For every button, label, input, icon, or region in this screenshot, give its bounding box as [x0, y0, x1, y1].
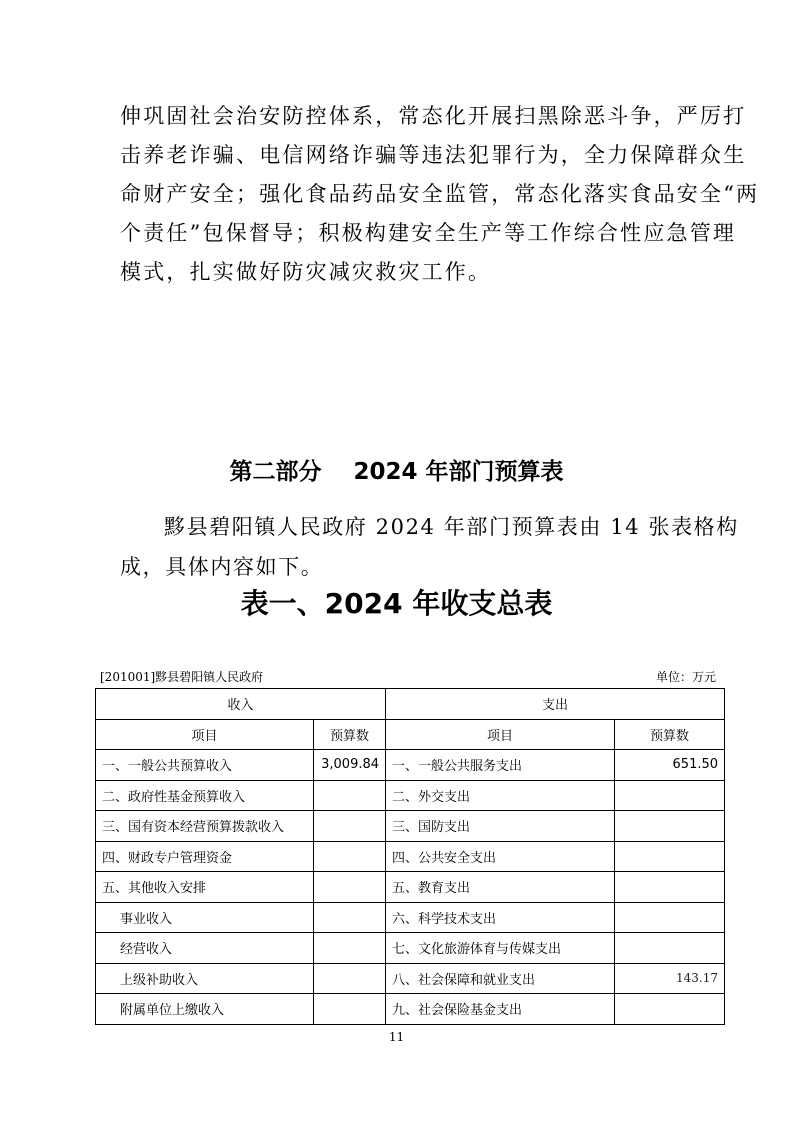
income-item: 上级补助收入	[96, 963, 314, 994]
income-item: 经营收入	[96, 933, 314, 964]
page-number: 11	[388, 1030, 405, 1044]
expense-value	[615, 841, 725, 872]
income-value	[314, 841, 386, 872]
table-row	[96, 780, 725, 811]
budget-summary-table	[95, 688, 725, 1025]
income-value	[314, 902, 386, 933]
expense-item: 四、公共安全支出	[386, 841, 615, 872]
intro-paragraph	[120, 507, 739, 587]
paragraph-line: 击养老诈骗、电信网络诈骗等违法犯罪行为，全力保障群众生	[120, 143, 747, 167]
expense-item-header: 项目	[386, 719, 615, 750]
table-row	[96, 994, 725, 1025]
expense-item: 七、文化旅游体育与传媒支出	[386, 933, 615, 964]
body-paragraph	[120, 97, 760, 292]
income-value	[314, 963, 386, 994]
expense-value	[615, 902, 725, 933]
income-item: 二、政府性基金预算收入	[96, 780, 314, 811]
income-value	[314, 933, 386, 964]
income-item: 四、财政专户管理资金	[96, 841, 314, 872]
unit-label: 单位：万元	[655, 670, 716, 684]
income-item: 三、国有资本经营预算拨款收入	[96, 811, 314, 842]
income-value	[314, 994, 386, 1025]
income-value	[314, 780, 386, 811]
paragraph-line: 伸巩固社会治安防控体系，常态化开展扫黑除恶斗争，严厉打	[120, 104, 747, 128]
intro-line: 黟县碧阳镇人民政府 2024 年部门预算表由 14 张表格构	[164, 515, 739, 539]
expense-item: 六、科学技术支出	[386, 902, 615, 933]
paragraph-line: 命财产安全；强化食品药品安全监管，常态化落实食品安全“两	[120, 182, 760, 206]
expense-value	[615, 780, 725, 811]
income-item: 附属单位上缴收入	[96, 994, 314, 1025]
intro-line: 成，具体内容如下。	[120, 555, 324, 579]
table-row	[96, 811, 725, 842]
table-row	[96, 841, 725, 872]
paragraph-line: 个责任”包保督导；积极构建安全生产等工作综合性应急管理	[120, 221, 737, 245]
table-row	[96, 872, 725, 903]
expense-value: 651.50	[615, 750, 725, 781]
unit-code: [201001]黟县碧阳镇人民政府	[100, 670, 264, 684]
expense-value	[615, 994, 725, 1025]
expense-item: 八、社会保障和就业支出	[386, 963, 615, 994]
paragraph-line: 模式，扎实做好防灾减灾救灾工作。	[120, 260, 492, 284]
income-item: 一、一般公共预算收入	[96, 750, 314, 781]
section-title: 第二部分 2024 年部门预算表	[229, 459, 564, 485]
expense-value	[615, 872, 725, 903]
table-row	[96, 963, 725, 994]
expense-item: 五、教育支出	[386, 872, 615, 903]
income-item: 五、其他收入安排	[96, 872, 314, 903]
table-title: 表一、2024 年收支总表	[240, 587, 553, 620]
income-value: 3,009.84	[314, 750, 386, 781]
table-row	[96, 750, 725, 781]
income-item: 事业收入	[96, 902, 314, 933]
income-value	[314, 811, 386, 842]
table-row	[96, 933, 725, 964]
expense-budget-header: 预算数	[615, 719, 725, 750]
income-item-header: 项目	[96, 719, 314, 750]
table-row	[96, 902, 725, 933]
income-value	[314, 872, 386, 903]
income-budget-header: 预算数	[314, 719, 386, 750]
table-column-header	[96, 719, 725, 750]
expense-value	[615, 933, 725, 964]
expense-item: 三、国防支出	[386, 811, 615, 842]
expense-item: 九、社会保险基金支出	[386, 994, 615, 1025]
table-group-header	[96, 689, 725, 720]
expense-value	[615, 811, 725, 842]
income-group-header: 收入	[96, 689, 386, 720]
expense-item: 二、外交支出	[386, 780, 615, 811]
expense-item: 一、一般公共服务支出	[386, 750, 615, 781]
expense-value: 143.17	[615, 963, 725, 994]
expense-group-header: 支出	[386, 689, 725, 720]
